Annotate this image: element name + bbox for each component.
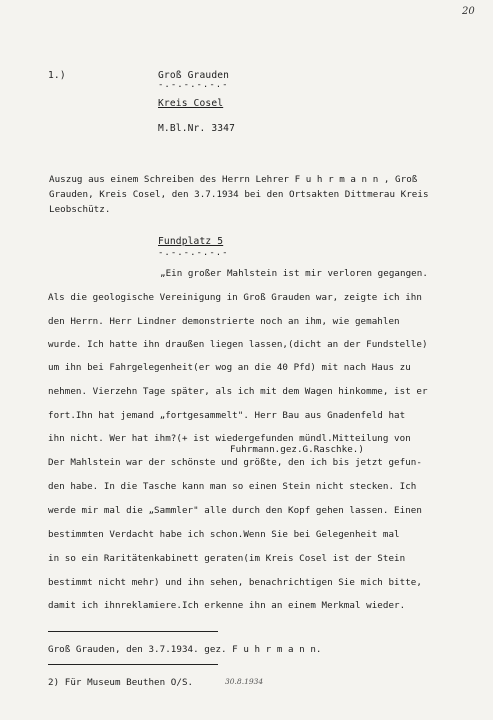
footnote: 2) Für Museum Beuthen O/S. [48, 677, 194, 688]
letter-line: fort.Ihn hat jemand „fortgesammelt". Herr Bau aus Gnadenfeld hat [48, 410, 406, 421]
heading-place-underline: -.-.-.-.-.- [158, 80, 229, 90]
letter-line: bestimmt nicht mehr) und ihn sehen, benachrichtigen Sie mich bitte, [48, 577, 422, 588]
site-title: Fundplatz 5 [158, 236, 224, 247]
footnote-handwritten-date: 30.8.1934 [225, 677, 264, 686]
divider-bottom [48, 664, 218, 665]
site-title-underline: -.-.-.-.-.- [158, 248, 229, 258]
intro-line: Leobschütz. [49, 204, 111, 215]
signature-line: Groß Grauden, den 3.7.1934. gez. F u h r m a n n. [48, 644, 322, 655]
letter-line: „Ein großer Mahlstein ist mir verloren gegangen. [160, 268, 428, 279]
letter-line: wurde. Ich hatte ihn draußen liegen lassen,(dicht an der Fundstelle) [48, 339, 428, 350]
page-number: 20 [462, 6, 475, 17]
letter-line: um ihn bei Fahrgelegenheit(er wog an die 40 Pfd) mit nach Haus zu [48, 362, 411, 373]
letter-line: den Herrn. Herr Lindner demonstrierte noch an ihm, wie gemahlen [48, 316, 400, 327]
divider-top [48, 631, 218, 632]
heading-place: Groß Grauden [158, 70, 230, 81]
heading-sheet-ref: M.Bl.Nr. 3347 [158, 123, 236, 134]
intro-line: Auszug aus einem Schreiben des Herrn Lehrer F u h r m a n n , Groß [49, 174, 418, 185]
letter-line: Der Mahlstein war der schönste und größte, den ich bis jetzt gefun- [48, 457, 422, 468]
heading-district: Kreis Cosel [158, 98, 224, 109]
letter-line: in so ein Raritätenkabinett geraten(im Kreis Cosel ist der Stein [48, 553, 406, 564]
insert-line: Fuhrmann.gez.G.Raschke.) [230, 444, 364, 455]
letter-line: den habe. In die Tasche kann man so einen Stein nicht stecken. Ich [48, 481, 417, 492]
letter-line: bestimmten Verdacht habe ich schon.Wenn Sie bei Gelegenheit mal [48, 529, 400, 540]
letter-line: damit ich ihnreklamiere.Ich erkenne ihn an einem Merkmal wieder. [48, 600, 406, 611]
letter-line: Als die geologische Vereinigung in Groß Grauden war, zeigte ich ihn [48, 292, 422, 303]
item-number: 1.) [48, 70, 66, 81]
letter-line: nehmen. Vierzehn Tage später, als ich mit dem Wagen hinkomme, ist er [48, 386, 428, 397]
letter-line: ihn nicht. Wer hat ihm?(+ ist wiedergefunden mündl.Mitteilung von [48, 433, 411, 444]
letter-line: werde mir mal die „Sammler" alle durch den Kopf gehen lassen. Einen [48, 505, 422, 516]
intro-line: Grauden, Kreis Cosel, den 3.7.1934 bei den Ortsakten Dittmerau Kreis [49, 189, 429, 200]
